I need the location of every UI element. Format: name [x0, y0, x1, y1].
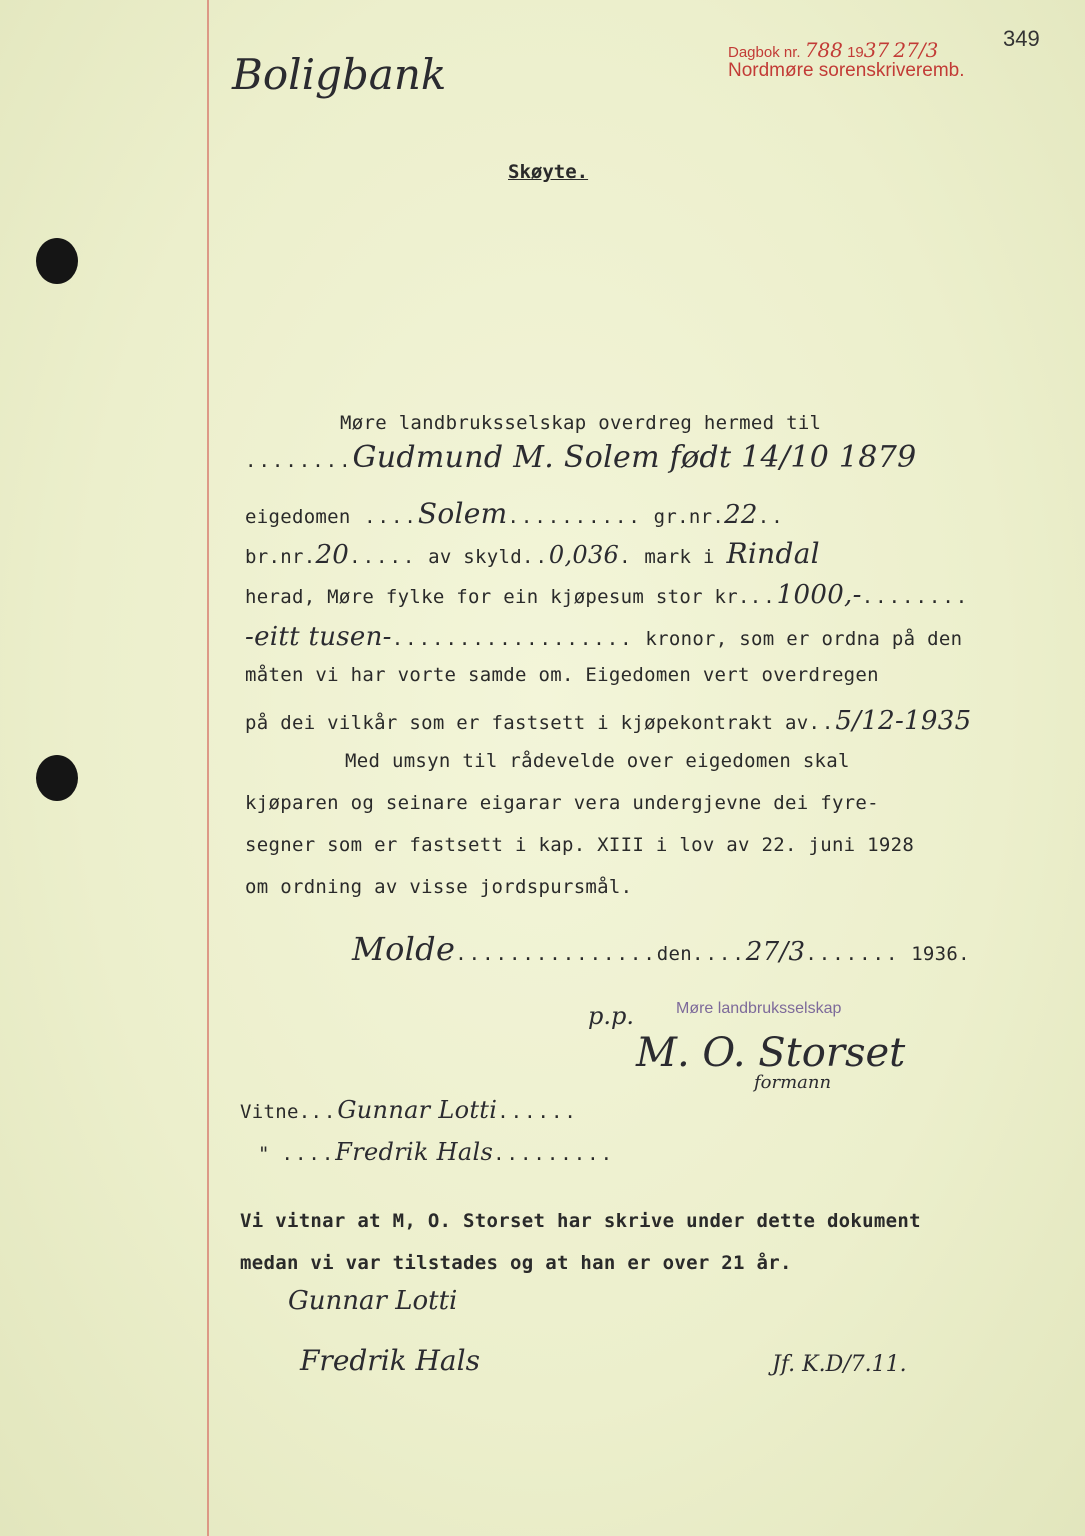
para2-line-1: Med umsyn til rådevelde over eigedomen skal — [345, 750, 850, 772]
ditto-mark: " — [258, 1143, 270, 1165]
journal-stamp — [728, 38, 938, 62]
price-line: herad, Møre fylke for ein kjøpesum stor kr...1000,-........ — [245, 580, 970, 610]
brnr-line: br.nr.20..... av skyld..0,036. mark i Rindal — [245, 537, 820, 570]
stamp-year: 37 — [863, 38, 890, 62]
eigedom-value: Solem — [417, 497, 508, 530]
dateline: Molde...............den....27/3....... 1936. — [352, 930, 970, 968]
document-title: Skøyte. — [508, 161, 589, 183]
stamp-label: Dagbok nr. — [728, 44, 801, 61]
para2-line-3: segner som er fastsett i kap. XIII i lov av 22. juni 1928 — [245, 834, 915, 856]
year: 1936. — [911, 943, 970, 965]
vilkaar-text: på dei vilkår som er fastsett i kjøpekontrakt av — [245, 712, 809, 734]
folio-number: 349 — [1003, 26, 1040, 51]
punch-hole — [36, 238, 78, 284]
attestation-line-1: Vi vitnar at M, O. Storset har skrive under dette dokument — [240, 1210, 921, 1232]
brnr-label: br.nr. — [245, 546, 316, 568]
date-value: 27/3 — [745, 937, 806, 967]
skyld-value: 0,036 — [548, 541, 620, 569]
company-stamp: Møre landbruksselskap — [676, 1000, 842, 1017]
stamp-date: 27/3 — [893, 38, 939, 62]
buyer-line: ........Gudmund M. Solem født 14/10 1879 — [245, 440, 917, 475]
eigedom-label: eigedomen — [245, 506, 351, 528]
skyld-label: av skyld — [428, 546, 522, 568]
attestation-signature-2: Fredrik Hals — [300, 1344, 480, 1377]
witness-line-2: " ....Fredrik Hals......... — [258, 1138, 615, 1166]
attestation-line-2: medan vi var tilstades og at han er over 21 år. — [240, 1252, 792, 1274]
price-words: -eitt tusen- — [245, 622, 392, 652]
para2-line-2: kjøparen og seinare eigarar vera undergjevne dei fyre- — [245, 792, 879, 814]
grnr-value: 22 — [724, 500, 758, 530]
property-line: eigedomen ....Solem.......... gr.nr.22.. — [245, 497, 785, 530]
grnr-label: gr.nr. — [653, 506, 725, 528]
herad-value: Rindal — [726, 537, 820, 570]
punch-hole — [36, 755, 78, 801]
pp-mark: p.p. — [588, 1002, 634, 1030]
signer-role: formann — [754, 1072, 832, 1093]
witness-2: Fredrik Hals — [335, 1138, 494, 1166]
den-label: den — [656, 943, 692, 965]
stamp-number: 788 — [804, 38, 843, 62]
price-value: 1000,- — [776, 580, 862, 610]
contract-date: 5/12-1935 — [835, 706, 972, 736]
reference-note: Jf. K.D/7.11. — [772, 1352, 907, 1377]
para2-line-4: om ordning av visse jordspursmål. — [245, 876, 633, 898]
kronor-text: kronor, som er ordna på den — [645, 628, 963, 650]
body-line-maaten: måten vi har vorte samde om. Eigedomen vert overdregen — [245, 664, 879, 686]
stamp-year-prefix: 19 — [847, 44, 864, 61]
place: Molde — [352, 930, 456, 968]
herad-text: herad, Møre fylke for ein kjøpesum stor kr. — [245, 586, 750, 608]
top-left-annotation: Boligbank — [232, 50, 447, 99]
stamp-office: Nordmøre sorenskriveremb. — [728, 60, 965, 81]
margin-rule — [207, 0, 209, 1536]
mark-label: mark i — [644, 546, 715, 568]
witness-label: Vitne. — [240, 1101, 311, 1123]
brnr-value: 20 — [315, 540, 350, 570]
price-words-line: -eitt tusen-.................. kronor, som er ordna på den — [245, 622, 963, 652]
witness-1: Gunnar Lotti — [337, 1096, 498, 1124]
contract-line: på dei vilkår som er fastsett i kjøpekontrakt av..5/12-1935 — [245, 706, 972, 736]
attestation-signature-1: Gunnar Lotti — [288, 1286, 458, 1316]
signer-signature: M. O. Storset — [636, 1030, 906, 1076]
witness-line-1: Vitne...Gunnar Lotti...... — [240, 1096, 578, 1124]
body-line-1: Møre landbruksselskap overdreg hermed til — [340, 412, 822, 434]
buyer-name: Gudmund M. Solem født 14/10 1879 — [352, 440, 917, 475]
